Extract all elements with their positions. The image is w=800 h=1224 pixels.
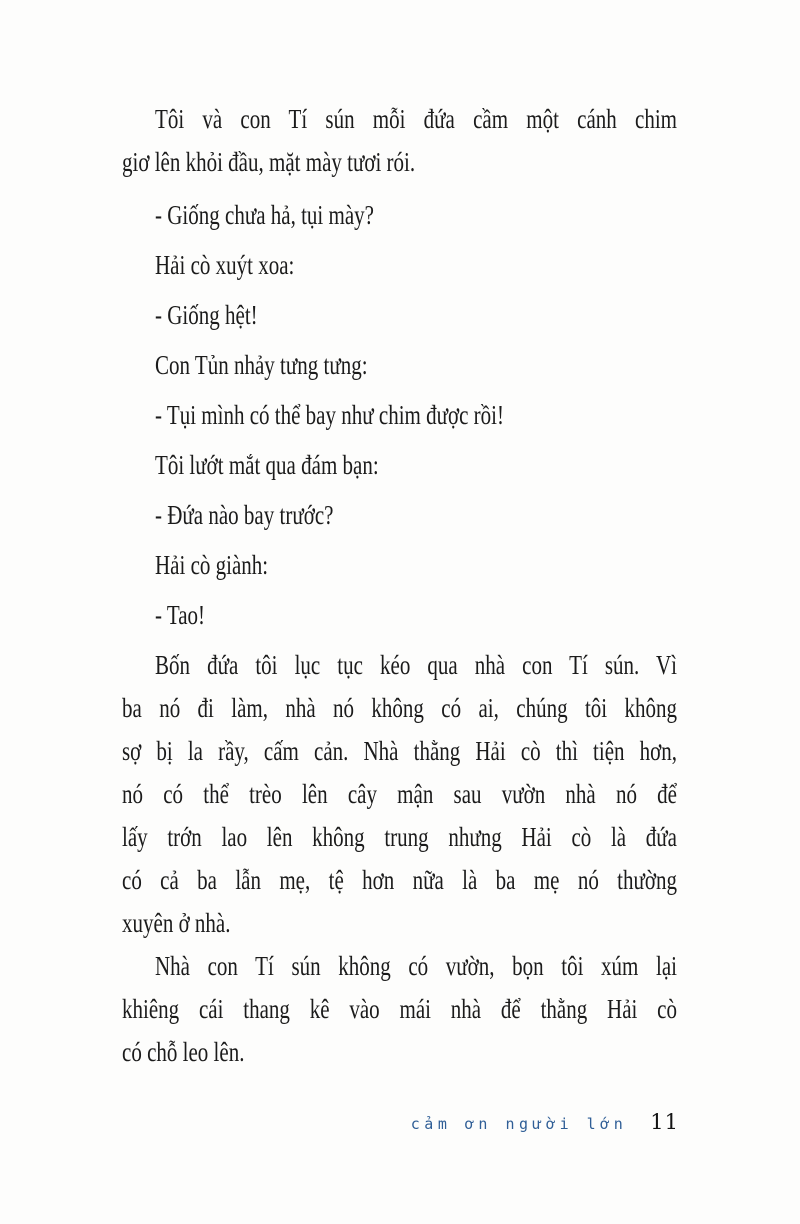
- text-line: có cả ba lẫn mẹ, tệ hơn nữa là ba mẹ nó thường: [122, 864, 677, 896]
- text-line: xuyên ở nhà.: [122, 907, 231, 939]
- text-line: lấy trớn lao lên không trung nhưng Hải cò là đứa: [122, 821, 677, 853]
- text-line: ba nó đi làm, nhà nó không có ai, chúng tôi không: [122, 692, 677, 724]
- text-line: giơ lên khỏi đầu, mặt mày tươi rói.: [122, 146, 416, 178]
- dialogue-line: - Đứa nào bay trước?: [155, 499, 334, 531]
- dialogue-line: Con Tủn nhảy tưng tưng:: [155, 349, 368, 381]
- running-title: cảm ơn người lớn: [410, 1115, 628, 1133]
- paragraph: [122, 945, 677, 1074]
- dialogue-line: - Tao!: [155, 599, 206, 631]
- dialogue-line: - Giống hệt!: [155, 299, 258, 331]
- text-line: sợ bị la rầy, cấm cản. Nhà thằng Hải cò thì tiện hơn,: [122, 735, 677, 767]
- dialogue-line: Hải cò giành:: [155, 549, 269, 581]
- text-line: khiêng cái thang kê vào mái nhà để thằng Hải cò: [122, 993, 677, 1025]
- page-footer: [411, 1110, 679, 1134]
- paragraph: [122, 98, 677, 184]
- page-number: 11: [650, 1110, 679, 1134]
- dialogue-line: Tôi lướt mắt qua đám bạn:: [155, 449, 379, 481]
- dialogue-block: [122, 194, 677, 637]
- dialogue-line: - Giống chưa hả, tụi mày?: [155, 199, 374, 231]
- page-text-column: [122, 98, 677, 1074]
- text-line: Tôi và con Tí sún mỗi đứa cầm một cánh chim: [155, 103, 677, 135]
- dialogue-line: Hải cò xuýt xoa:: [155, 249, 295, 281]
- text-line: có chỗ leo lên.: [122, 1036, 245, 1068]
- paragraph: [122, 644, 677, 945]
- text-line: Nhà con Tí sún không có vườn, bọn tôi xúm lại: [155, 950, 677, 982]
- dialogue-line: - Tụi mình có thể bay như chim được rồi!: [155, 399, 504, 431]
- text-line: Bốn đứa tôi lục tục kéo qua nhà con Tí sún. Vì: [155, 649, 677, 681]
- text-line: nó có thể trèo lên cây mận sau vườn nhà nó để: [122, 778, 677, 810]
